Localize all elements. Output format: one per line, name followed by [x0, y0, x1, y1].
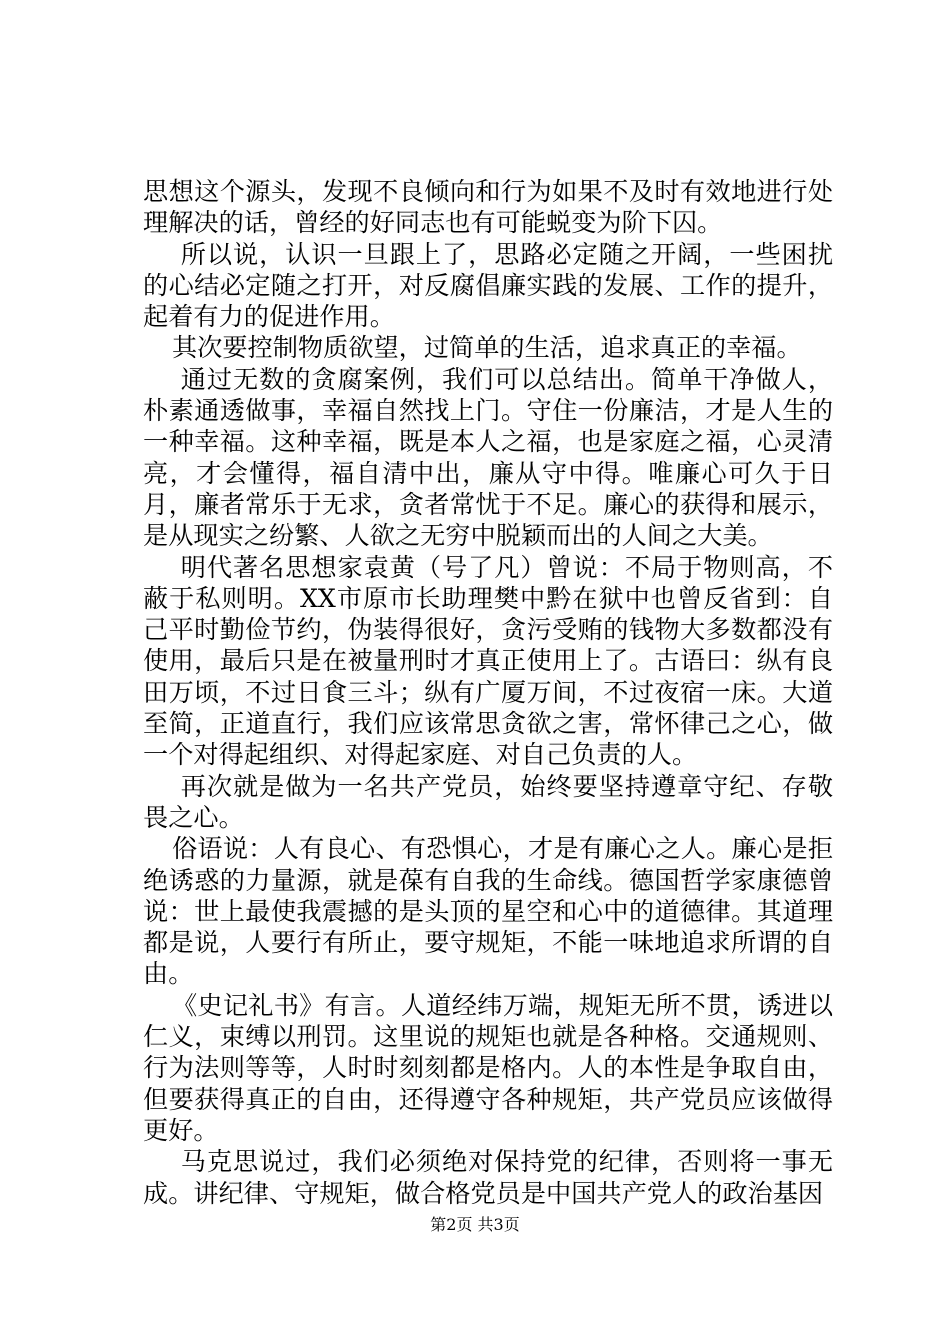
paragraph-3: 其次要控制物质欲望，过简单的生活，追求真正的幸福。 — [171, 333, 802, 363]
paragraph-9: 马克思说过，我们必须绝对保持党的纪律，否则将一事无成。讲纪律、守规矩，做合格党员是中国共产党人的政治基因 — [143, 1147, 833, 1208]
page-footer: 第2页 共3页 — [430, 1215, 520, 1234]
paragraph-8: 《史记礼书》有言。人道经纬万端，规矩无所不贯，诱进以仁义，束缚以刑罚。这里说的规矩也就是各种格。交通规则、行为法则等等，人时时刻刻都是格内。人的本性是争取自由，但要获得真正的自由，还得遵守各种规矩，共产党员应该做得更好。 — [143, 990, 833, 1145]
paragraph-1: 思想这个源头，发现不良倾向和行为如果不及时有效地进行处理解决的话，曾经的好同志也有可能蜕变为阶下囚。 — [143, 177, 833, 238]
paragraph-5: 明代著名思想家袁黄（号了凡）曾说：不局于物则高，不蔽于私则明。XX市原市长助理樊中黔在狱中也曾反省到：自己平时勤俭节约，伪装得很好，贪污受贿的钱物大多数都没有使用，最后只是在被量刑时才真正使用上了。古语曰：纵有良田万顷，不过日食三斗；纵有广厦万间，不过夜宿一床。大道至简，正道直行，我们应该常思贪欲之害，常怀律己之心，做一个对得起组织、对得起家庭、对自己负责的人。 — [143, 552, 833, 770]
paragraph-2: 所以说，认识一旦跟上了，思路必定随之开阔，一些困扰的心结必定随之打开，对反腐倡廉实践的发展、工作的提升，起着有力的促进作用。 — [143, 239, 833, 332]
paragraph-4: 通过无数的贪腐案例，我们可以总结出。简单干净做人，朴素通透做事，幸福自然找上门。守住一份廉洁，才是人生的一种幸福。这种幸福，既是本人之福，也是家庭之福，心灵清亮，才会懂得，福自清中出，廉从守中得。唯廉心可久于日月，廉者常乐于无求，贪者常忧于不足。廉心的获得和展示，是从现实之纷繁、人欲之无穷中脱颖而出的人间之大美。 — [143, 364, 833, 551]
document-body — [143, 176, 833, 1209]
paragraph-6: 再次就是做为一名共产党员，始终要坚持遵章守纪、存敬畏之心。 — [143, 771, 833, 832]
paragraph-7: 俗语说：人有良心、有恐惧心，才是有廉心之人。廉心是拒绝诱惑的力量源，就是葆有自我的生命线。德国哲学家康德曾说：世上最使我震撼的是头顶的星空和心中的道德律。其道理都是说，人要行有所止，要守规矩，不能一味地追求所谓的自由。 — [143, 834, 833, 989]
